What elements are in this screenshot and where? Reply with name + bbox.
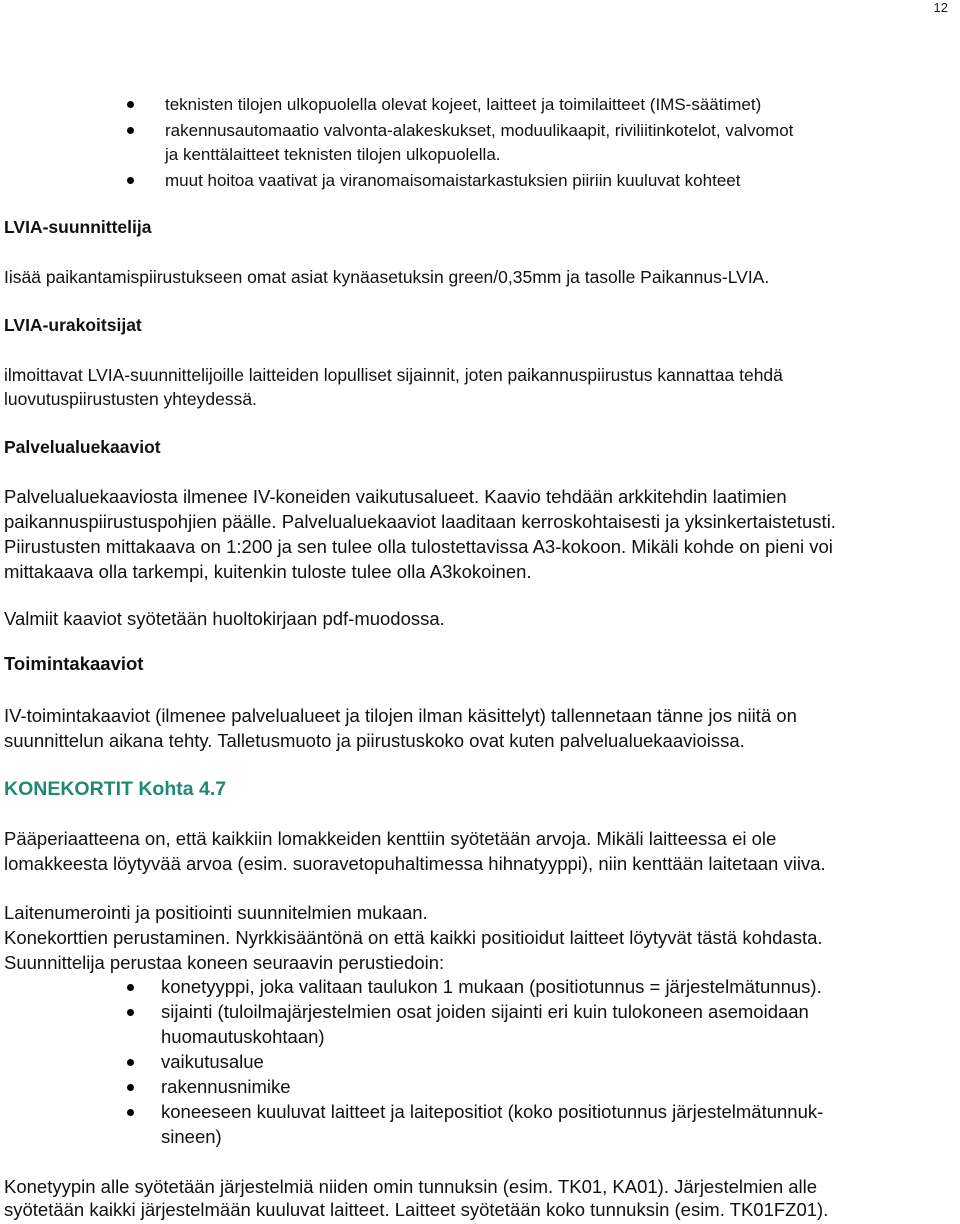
bullet-icon [127,1009,134,1016]
paragraph-line: ilmoittavat LVIA-suunnittelijoille laitteiden lopulliset sijainnit, joten paikannuspiirustus kannattaa tehdä [4,365,783,385]
list-item-continuation: sineen) [161,1126,222,1147]
paragraph-line: suunnittelun aikana tehty. Talletusmuoto ja piirustuskoko ovat kuten palvelualuekaavioissa. [4,730,745,751]
paragraph-line: Piirustusten mittakaava on 1:200 ja sen tulee olla tulostettavissa A3-kokoon. Mikäli kohde on pieni voi [4,536,833,557]
paragraph-line: Konekorttien perustaminen. Nyrkkisääntönä on että kaikki positioidut laitteet löytyvät tästä kohdasta. [4,927,823,948]
list-item: teknisten tilojen ulkopuolella olevat kojeet, laitteet ja toimilaitteet (IMS-säätimet) [165,95,762,114]
section-heading-lvia-suunnittelija: LVIA-suunnittelija [4,217,152,237]
bullet-icon [127,1059,134,1066]
paragraph: Iisää paikantamispiirustukseen omat asiat kynäasetuksin green/0,35mm ja tasolle Paikannus-LVIA. [4,267,770,287]
section-heading-lvia-urakoitsijat: LVIA-urakoitsijat [4,315,142,335]
paragraph-line: Pääperiaatteena on, että kaikkiin lomakkeiden kenttiin syötetään arvoja. Mikäli laitteessa ei ole [4,828,777,849]
paragraph-line: lomakkeesta löytyvää arvoa (esim. suoravetopuhaltimessa hihnatyyppi), niin kenttään laitetaan viiva. [4,853,826,874]
paragraph-line: Konetyypin alle syötetään järjestelmiä niiden omin tunnuksin (esim. TK01, KA01). Järjestelmien alle [4,1176,818,1197]
paragraph-line: syötetään kaikki järjestelmään kuuluvat laitteet. Laitteet syötetään koko tunnuksin (esim. TK01FZ01). [4,1199,829,1220]
section-heading-konekortit: KONEKORTIT Kohta 4.7 [4,778,227,800]
list-item-continuation: ja kenttälaitteet teknisten tilojen ulkopuolella. [165,145,501,164]
list-item: vaikutusalue [161,1051,264,1072]
bullet-icon [127,1084,134,1091]
list-item: konetyyppi, joka valitaan taulukon 1 mukaan (positiotunnus = järjestelmätunnus). [161,976,822,997]
bullet-icon [127,1109,134,1116]
paragraph-line: Laitenumerointi ja positiointi suunnitelmien mukaan. [4,902,428,923]
bullet-icon [127,101,134,108]
paragraph-line: luovutuspiirustusten yhteydessä. [4,389,257,409]
bullet-icon [127,127,134,134]
list-item: rakennusnimike [161,1076,291,1097]
paragraph-line: IV-toimintakaaviot (ilmenee palvelualueet ja tilojen ilman käsittelyt) tallennetaan tänne jos niitä on [4,705,797,726]
section-heading-toimintakaaviot: Toimintakaaviot [4,653,144,674]
bullet-icon [127,984,134,991]
paragraph: Valmiit kaaviot syötetään huoltokirjaan pdf-muodossa. [4,608,445,629]
list-item-continuation: huomautuskohtaan) [161,1026,325,1047]
list-item: koneeseen kuuluvat laitteet ja laitepositiot (koko positiotunnus järjestelmätunnuk- [161,1101,824,1122]
section-heading-palvelualuekaaviot: Palvelualuekaaviot [4,437,161,457]
bullet-icon [127,177,134,184]
list-item: sijainti (tuloilmajärjestelmien osat joiden sijainti eri kuin tulokoneen asemoidaan [161,1001,809,1022]
page-number: 12 [933,0,948,15]
paragraph-line: Suunnittelija perustaa koneen seuraavin perustiedoin: [4,952,445,973]
list-item: rakennusautomaatio valvonta-alakeskukset, moduulikaapit, riviliitinkotelot, valvomot [165,121,794,140]
list-item: muut hoitoa vaativat ja viranomaisomaistarkastuksien piiriin kuuluvat kohteet [165,171,741,190]
paragraph-line: paikannuspiirustuspohjien päälle. Palvelualuekaaviot laaditaan kerroskohtaisesti ja yksinkertaistetusti. [4,511,836,532]
paragraph-line: mittakaava olla tarkempi, kuitenkin tuloste tulee olla A3kokoinen. [4,561,532,582]
paragraph-line: Palvelualuekaaviosta ilmenee IV-koneiden vaikutusalueet. Kaavio tehdään arkkitehdin laatimien [4,486,787,507]
